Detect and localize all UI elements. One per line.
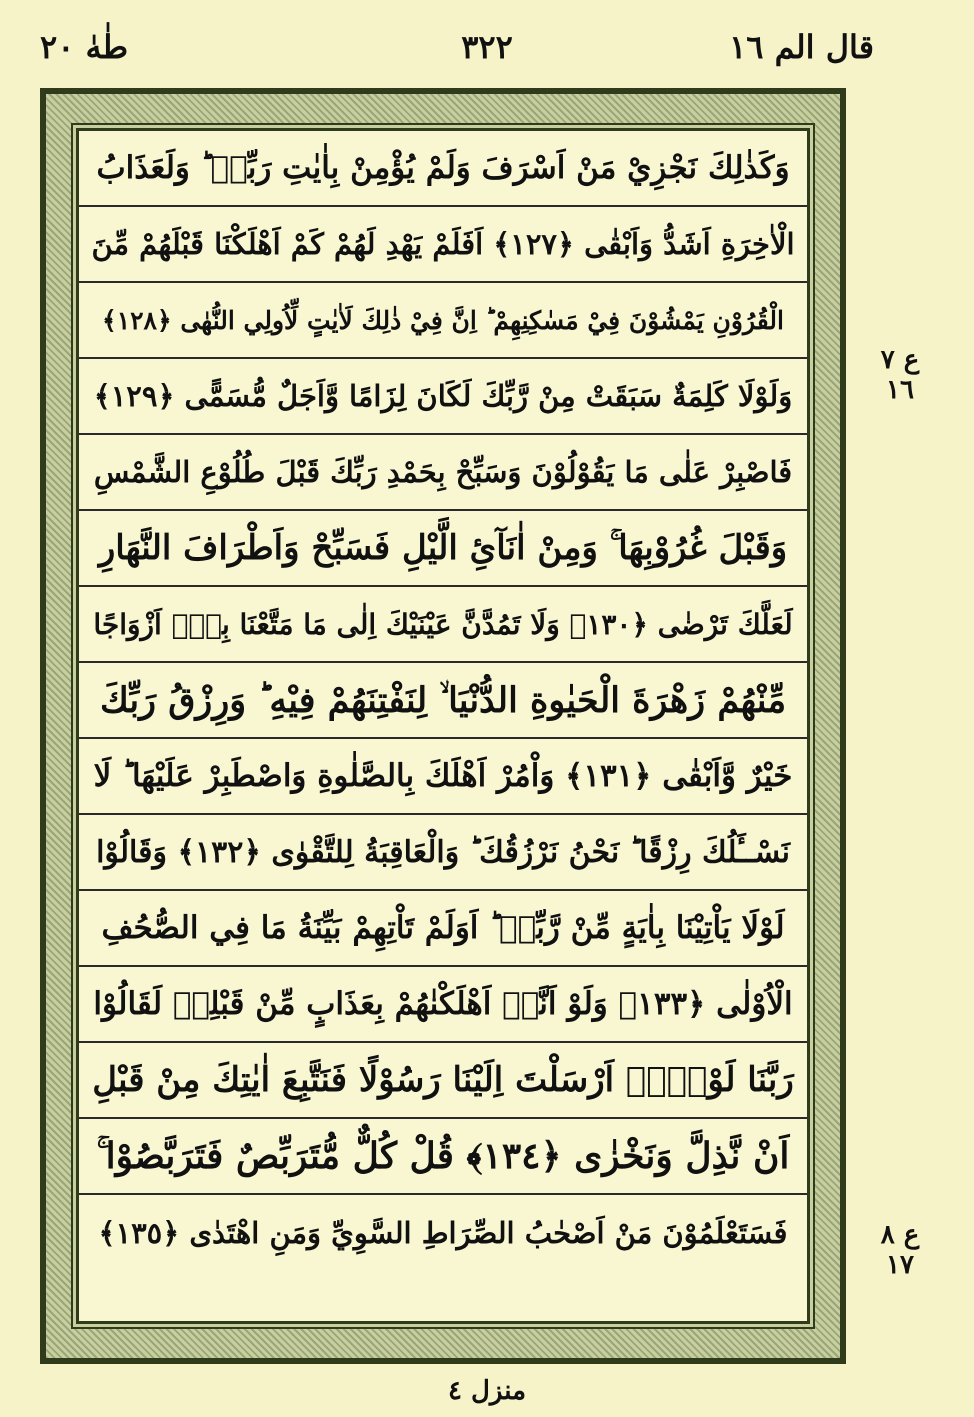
text-line: رَبَّنَا لَوْلَاۤ اَرْسَلْتَ اِلَيْنَا رَسُوْلًا فَنَتَّبِعَ اٰيٰتِكَ مِنْ قَبْلِ — [79, 1043, 807, 1119]
text-line: وَكَذٰلِكَ نَجْزِيْ مَنْ اَسْرَفَ وَلَمْ يُؤْمِنْ بِاٰيٰتِ رَبِّهٖ ؕ وَلَعَذَابُ — [79, 131, 807, 207]
text-line: الْاُوْلٰى ﴿١٣٣﴾ وَلَوْ اَنَّاۤ اَهْلَكْنٰهُمْ بِعَذَابٍ مِّنْ قَبْلِهٖ لَقَالُوْا — [79, 967, 807, 1043]
text-panel — [76, 128, 810, 1324]
text-line: مِّنْهُمْ زَهْرَةَ الْحَيٰوةِ الدُّنْيَا ۙ لِنَفْتِنَهُمْ فِيْهِ ؕ وَرِزْقُ رَبِّكَ — [79, 663, 807, 739]
text-line: فَسَتَعْلَمُوْنَ مَنْ اَصْحٰبُ الصِّرَاطِ السَّوِيِّ وَمَنِ اهْتَدٰى ﴿١٣٥﴾ — [98, 1216, 788, 1250]
page-number: ٣٢٢ — [461, 28, 513, 66]
text-lines — [79, 131, 807, 1321]
text-line: الْاٰخِرَةِ اَشَدُّ وَاَبْقٰى ﴿١٢٧﴾ اَفَلَمْ يَهْدِ لَهُمْ كَمْ اَهْلَكْنَا قَبْلَهُمْ مِّنَ — [79, 207, 807, 283]
text-line: وَقَبْلَ غُرُوْبِهَا ۚ وَمِنْ اٰنَآئِ الَّيْلِ فَسَبِّحْ وَاَطْرَافَ النَّهَارِ — [79, 511, 807, 587]
text-line: وَلَوْلَا كَلِمَةٌ سَبَقَتْ مِنْ رَّبِّكَ لَكَانَ لِزَامًا وَّاَجَلٌ مُّسَمًّى ﴿١٢٩﴾ — [79, 359, 807, 435]
text-line: نَسْــَٔلُكَ رِزْقًا ؕ نَحْنُ نَرْزُقُكَ ؕ وَالْعَاقِبَةُ لِلتَّقْوٰى ﴿١٣٢﴾ وَقَالُوْا — [79, 815, 807, 891]
text-line: لَوْلَا يَاْتِيْنَا بِاٰيَةٍ مِّنْ رَّبِّهٖ ؕ اَوَلَمْ تَاْتِهِمْ بَيِّنَةُ مَا فِي الصُّحُفِ — [79, 891, 807, 967]
header-para: قال الم ١٦ — [729, 28, 874, 66]
ruku-marker: ع ٨ ١٧ — [880, 1220, 920, 1280]
text-line: فَاصْبِرْ عَلٰى مَا يَقُوْلُوْنَ وَسَبِّحْ بِحَمْدِ رَبِّكَ قَبْلَ طُلُوْعِ الشَّمْسِ — [79, 435, 807, 511]
ruku-marker: ع ٧ ١٦ — [880, 345, 920, 405]
manzil-footer: منزل ٤ — [447, 1376, 527, 1406]
text-line: لَعَلَّكَ تَرْضٰى ﴿١٣٠﴾ وَلَا تَمُدَّنَّ عَيْنَيْكَ اِلٰى مَا مَتَّعْنَا بِهٖۤ اَزْوَاجًا — [79, 587, 807, 663]
ornamental-border — [40, 88, 846, 1364]
text-line: الْقُرُوْنِ يَمْشُوْنَ فِيْ مَسٰكِنِهِمْ ؕ اِنَّ فِيْ ذٰلِكَ لَاٰيٰتٍ لِّاُولِي النُّهٰى ﴿١٢٨﴾ — [79, 283, 807, 359]
header-surah: طٰهٰ ٢٠ — [40, 28, 129, 66]
text-line: اَنْ نَّذِلَّ وَنَخْزٰى ﴿١٣٤﴾ قُلْ كُلٌّ مُّتَرَبِّصٌ فَتَرَبَّصُوْا ۚ — [79, 1119, 807, 1195]
text-line: خَيْرٌ وَّاَبْقٰى ﴿١٣١﴾ وَاْمُرْ اَهْلَكَ بِالصَّلٰوةِ وَاصْطَبِرْ عَلَيْهَا ؕ لَا — [79, 739, 807, 815]
